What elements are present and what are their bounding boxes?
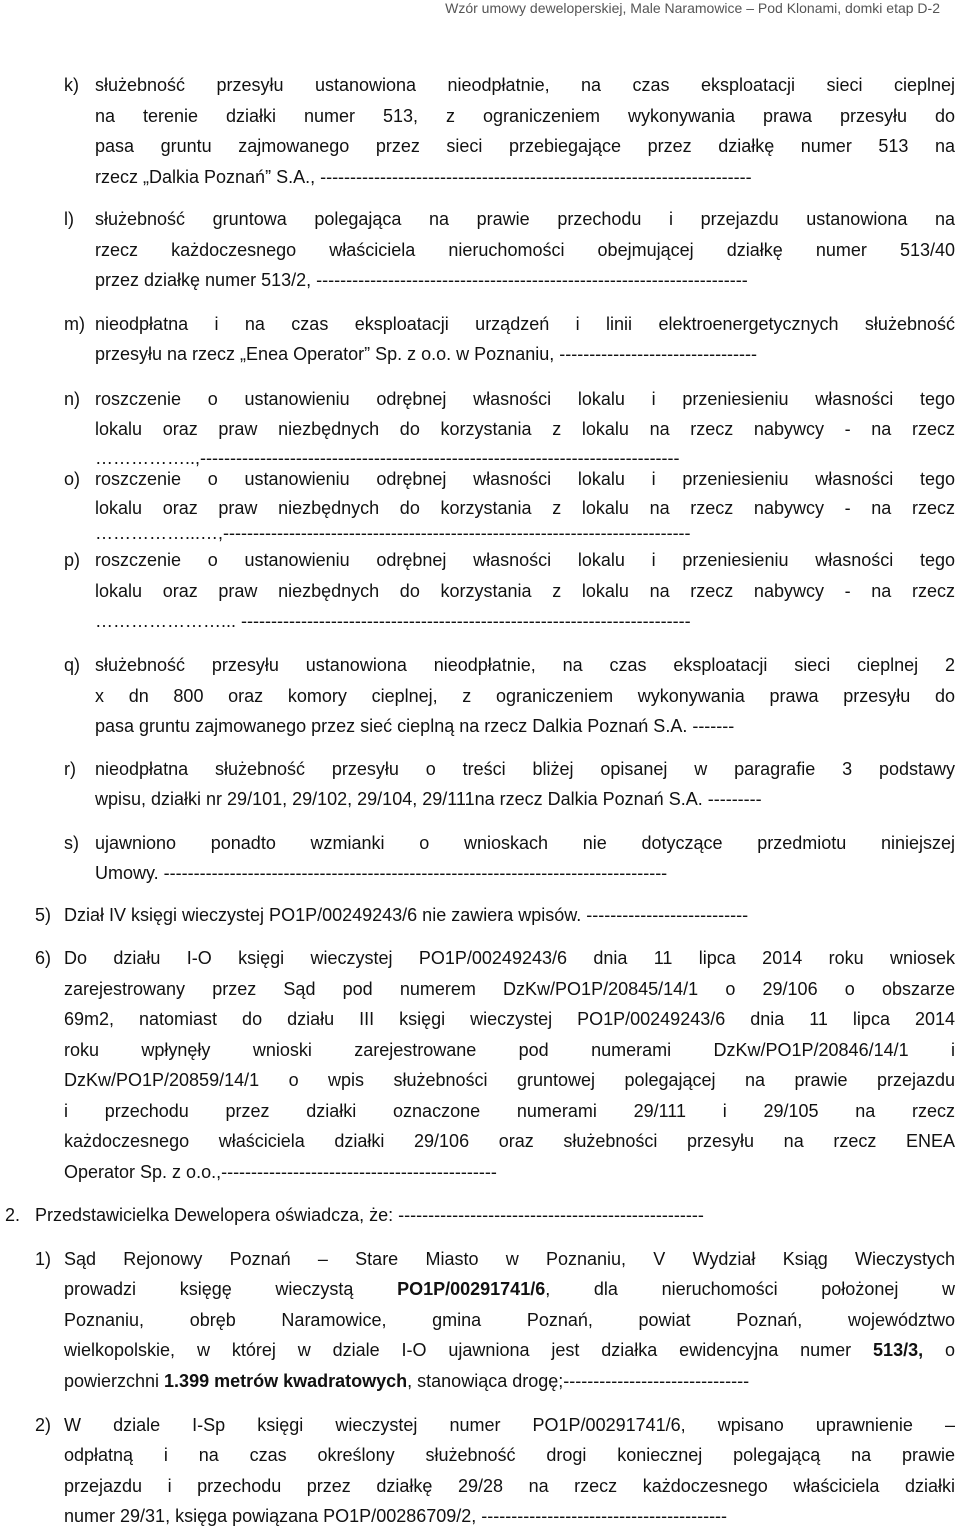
item-q-marker: q): [64, 655, 81, 675]
area-bold: 1.399 metrów kwadratowych: [164, 1371, 408, 1391]
item-r-marker: r): [64, 759, 76, 779]
item-5-line: Dział IV księgi wieczystej PO1P/00249243/6 nie zawiera wpisów. ---------------------------: [64, 905, 749, 925]
item-p-marker: p): [64, 550, 81, 570]
sub-1-line: [64, 1278, 955, 1300]
item-k-line: pasa gruntu zajmowanego przez sieci przebiegające przez działkę numer 513 na: [95, 136, 955, 156]
item-p-line: …………………... ---------------------------------------------------------------------------: [95, 611, 691, 631]
item-m-line: nieodpłatna i na czas eksploatacji urządzeń i linii elektroenergetycznych służebność: [95, 314, 955, 334]
item-6-line: roku wpłynęły wnioski zarejestrowane pod numerami DzKw/PO1P/20846/14/1 i: [64, 1040, 955, 1060]
item-6-line: Do działu I-O księgi wieczystej PO1P/00249243/6 dnia 11 lipca 2014 roku wniosek: [64, 948, 955, 968]
item-6-line: DzKw/PO1P/20859/14/1 o wpis służebności gruntowej polegającej na prawie przejazdu: [64, 1070, 955, 1090]
plot-number-bold: 513/3,: [873, 1340, 924, 1360]
item-s-line: Umowy. ------------------------------------------------------------------------------------: [95, 863, 668, 883]
page-header: [0, 0, 960, 22]
item-n-marker: n): [64, 389, 81, 409]
header-title: Wzór umowy deweloperskiej, Male Naramowice – Pod Klonami, domki etap D-2: [445, 0, 940, 16]
item-l-marker: l): [64, 209, 74, 229]
sub-1-text: prowadzi księgę wieczystą: [64, 1279, 398, 1299]
item-5-marker: 5): [35, 905, 52, 925]
item-p-line: roszczenie o ustanowieniu odrębnej własności lokalu i przeniesieniu własności tego: [95, 550, 955, 570]
item-q-line: x dn 800 oraz komory cieplnej, z ograniczeniem wykonywania prawa przesyłu do: [95, 686, 955, 706]
sub-2-line: odpłatną i na czas określony służebność drogi koniecznej polegającą na prawie: [64, 1445, 955, 1465]
sub-1-marker: 1): [35, 1249, 52, 1269]
item-q-line: służebność przesyłu ustanowiona nieodpłatnie, na czas eksploatacji sieci cieplnej 2: [95, 655, 955, 675]
sub-2-line: numer 29/31, księga powiązana PO1P/00286709/2, -----------------------------------------: [64, 1506, 728, 1526]
section-2-marker: 2.: [5, 1205, 21, 1225]
item-o-line: roszczenie o ustanowieniu odrębnej własności lokalu i przeniesieniu własności tego: [95, 469, 955, 489]
item-r-line: wpisu, działki nr 29/101, 29/102, 29/104, 29/111na rzecz Dalkia Poznań S.A. ---------: [95, 789, 762, 809]
item-n-line: roszczenie o ustanowieniu odrębnej własności lokalu i przeniesieniu własności tego: [95, 389, 955, 409]
sub-1-text: , dla nieruchomości położonej w: [545, 1279, 955, 1299]
kw-number-bold: PO1P/00291741/6: [397, 1279, 546, 1299]
sub-2-line: W dziale I-Sp księgi wieczystej numer PO1P/00291741/6, wpisano uprawnienie –: [64, 1415, 955, 1435]
item-o-line: ……………...…,------------------------------------------------------------------------------: [95, 523, 691, 543]
item-6-marker: 6): [35, 948, 52, 968]
item-n-line: lokalu oraz praw niezbędnych do korzystania z lokalu na rzecz nabywcy - na rzecz: [95, 419, 955, 439]
sub-1-text: o: [923, 1340, 955, 1360]
sub-2-line: przejazdu i przechodu przez działkę 29/28 na rzecz każdoczesnego właściciela działki: [64, 1476, 955, 1496]
sub-1-text: , stanowiąca drogę;-------------------------------: [407, 1371, 750, 1391]
item-s-line: ujawniono ponadto wzmianki o wnioskach nie dotyczące przedmiotu niniejszej: [95, 833, 955, 853]
item-l-line: przez działkę numer 513/2, ------------------------------------------------------------------------: [95, 270, 748, 290]
item-6-line: i przechodu przez działki oznaczone numerami 29/111 i 29/105 na rzecz: [64, 1101, 955, 1121]
item-6-line: zarejestrowany przez Sąd pod numerem DzKw/PO1P/20845/14/1 o 29/106 o obszarze: [64, 979, 955, 999]
sub-2-marker: 2): [35, 1415, 52, 1435]
item-o-line: lokalu oraz praw niezbędnych do korzystania z lokalu na rzecz nabywcy - na rzecz: [95, 498, 955, 518]
sub-1-text: wielkopolskie, w której w dziale I-O ujawniona jest działka ewidencyjna numer: [64, 1340, 874, 1360]
item-o-marker: o): [64, 469, 81, 489]
item-k-line: na terenie działki numer 513, z ograniczeniem wykonywania prawa przesyłu do: [95, 106, 955, 126]
item-n-line: ……………..,--------------------------------------------------------------------------------: [95, 448, 680, 468]
sub-1-line: Sąd Rejonowy Poznań – Stare Miasto w Poznaniu, V Wydział Ksiąg Wieczystych: [64, 1249, 955, 1269]
item-p-line: lokalu oraz praw niezbędnych do korzystania z lokalu na rzecz nabywcy - na rzecz: [95, 581, 955, 601]
item-k-line: rzecz „Dalkia Poznań” S.A., ------------------------------------------------------------------------: [95, 167, 752, 187]
item-6-line: Operator Sp. z o.o.,----------------------------------------------: [64, 1162, 497, 1182]
item-r-line: nieodpłatna służebność przesyłu o treści bliżej opisanej w paragrafie 3 podstawy: [95, 759, 955, 779]
item-m-line: przesyłu na rzecz „Enea Operator” Sp. z o.o. w Poznaniu, ---------------------------------: [95, 344, 758, 364]
item-m-marker: m): [64, 314, 85, 334]
sub-1-line: Poznaniu, obręb Naramowice, gmina Poznań, powiat Poznań, województwo: [64, 1310, 955, 1330]
item-s-marker: s): [64, 833, 79, 853]
sub-1-text: powierzchni: [64, 1371, 165, 1391]
item-l-line: rzecz każdoczesnego właściciela nieruchomości obejmującej działkę numer 513/40: [95, 240, 955, 260]
item-k-line: służebność przesyłu ustanowiona nieodpłatnie, na czas eksploatacji sieci cieplnej: [95, 75, 955, 95]
item-6-line: każdoczesnego właściciela działki 29/106 oraz służebności przesyłu na rzecz ENEA: [64, 1131, 955, 1151]
item-k-marker: k): [64, 75, 79, 95]
item-6-line: 69m2, natomiast do działu III księgi wieczystej PO1P/00249243/6 dnia 11 lipca 2014: [64, 1009, 955, 1029]
sub-1-line: [64, 1339, 955, 1361]
item-q-line: pasa gruntu zajmowanego przez sieć cieplną na rzecz Dalkia Poznań S.A. -------: [95, 716, 735, 736]
item-l-line: służebność gruntowa polegająca na prawie przechodu i przejazdu ustanowiona na: [95, 209, 955, 229]
sub-1-line: [64, 1370, 955, 1392]
section-2-heading: Przedstawicielka Dewelopera oświadcza, że: ---------------------------------------------------: [35, 1205, 704, 1225]
